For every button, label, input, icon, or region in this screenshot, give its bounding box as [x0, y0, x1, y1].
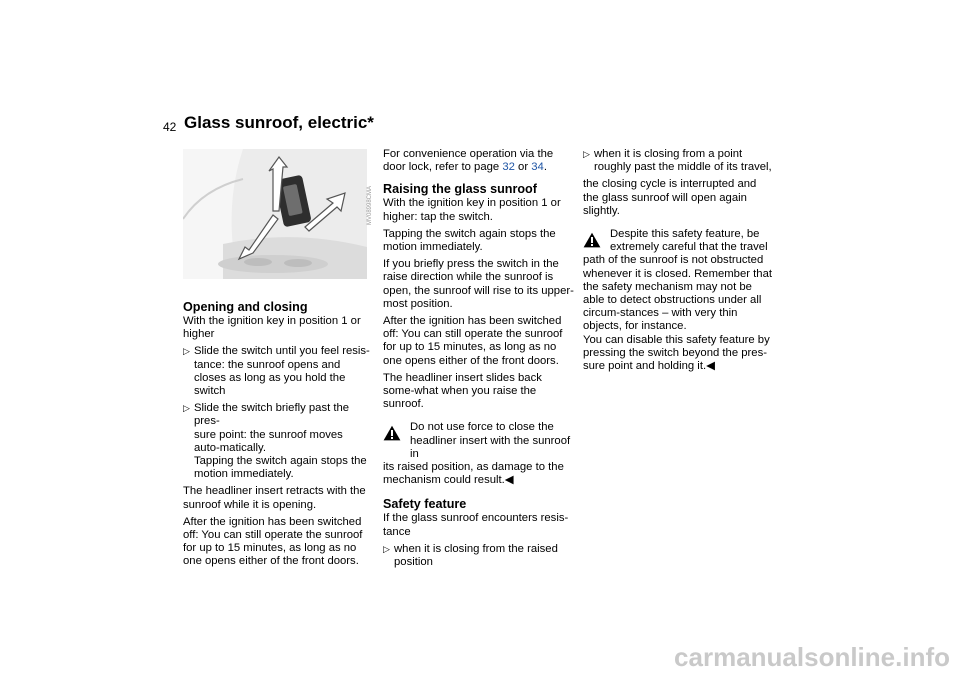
- warning-triangle-icon: [383, 425, 401, 441]
- paragraph-ignition-key: With the ignition key in position 1 or higher: tap the switch.: [383, 197, 561, 223]
- sunroof-switch-illustration: [183, 149, 367, 279]
- bullet-closing-raised: ▷ when it is closing from the raised: [383, 543, 575, 556]
- paragraph-resistance: If the glass sunroof encounters resis-tance: [383, 512, 569, 538]
- paragraph-tapping: Tapping the switch again stops the motion immediately.: [383, 227, 556, 254]
- paragraph-headliner-slides: The headliner insert slides back some-what when you raise the sunroof.: [383, 371, 542, 411]
- bullet-slide-briefly: ▷ Slide the switch briefly past the pres-: [183, 402, 371, 428]
- watermark-logo: carmanualsonline.info: [674, 642, 950, 672]
- intro-text: With the ignition key in position 1 or higher: [183, 315, 361, 341]
- bullet-slide-until-cont: tance: the sunroof opens and closes as long as you hold the switch: [194, 358, 346, 398]
- heading-raising: Raising the glass sunroof: [383, 182, 537, 197]
- page-link-32[interactable]: 32: [502, 161, 515, 174]
- page-number: 42: [163, 120, 177, 134]
- warning-notice-safety: Despite this safety feature, be extremely careful that the travel path of the sunroof is not obstructed whenever it is closed. Remember that the safety mechanism may not be able to detect obstructions under all circum-stances – with very thin objects, for instance.: [583, 228, 772, 333]
- bullet-closing-middle: ▷ when it is closing from a point: [583, 148, 773, 161]
- photo-code: MV08998CMA: [367, 185, 373, 225]
- bullet-slide-briefly-extra: Tapping the switch again stops the motion immediately.: [194, 455, 367, 481]
- paragraph-closing-cycle: the closing cycle is interrupted and the glass sunroof will open again slightly.: [583, 178, 757, 217]
- bullet-closing-raised-cont: position: [394, 556, 433, 569]
- heading-safety-feature: Safety feature: [383, 497, 467, 512]
- bullet-slide-briefly-cont: sure point: the sunroof moves auto-matically.: [194, 428, 343, 454]
- paragraph-briefly-press: If you briefly press the switch in the raise direction while the sunroof is open, the sunroof will rise to its upper-most position.: [383, 258, 574, 310]
- paragraph-convenience: For convenience operation via the door lock, refer to page 32 or 34.: [383, 148, 554, 174]
- warning-triangle-icon: [583, 232, 601, 248]
- page-link-34[interactable]: 34: [531, 161, 544, 174]
- paragraph-after-ignition-2: After the ignition has been switched off: You can still operate the sunroof for up to 15 minutes, as long as no one opens either of the front doors.: [383, 315, 563, 367]
- paragraph-after-ignition: After the ignition has been switched off: You can still operate the sunroof for up to 15 minutes, as long as no one opens either of the front doors.: [183, 515, 363, 568]
- column-2: [383, 148, 575, 573]
- heading-opening-closing: Opening and closing: [183, 300, 308, 314]
- bullet-slide-until: ▷ Slide the switch until you feel resis-: [183, 345, 371, 358]
- column-3: [583, 148, 773, 377]
- bullet-closing-middle-cont: roughly past the middle of its travel,: [594, 161, 772, 174]
- column-1: [183, 296, 371, 573]
- paragraph-disable: You can disable this safety feature by pressing the switch beyond the pres-sure point and holding it.◀: [583, 333, 770, 373]
- warning-notice-force: Do not use force to close the headliner insert with the sunroof in its raised position, as damage to the mechanism could result.◀: [383, 421, 571, 487]
- paragraph-headliner-retracts: The headliner insert retracts with the sunroof while it is opening.: [183, 485, 366, 511]
- page-title: Glass sunroof, electric*: [184, 113, 374, 132]
- switch-drawing-icon: [183, 149, 367, 279]
